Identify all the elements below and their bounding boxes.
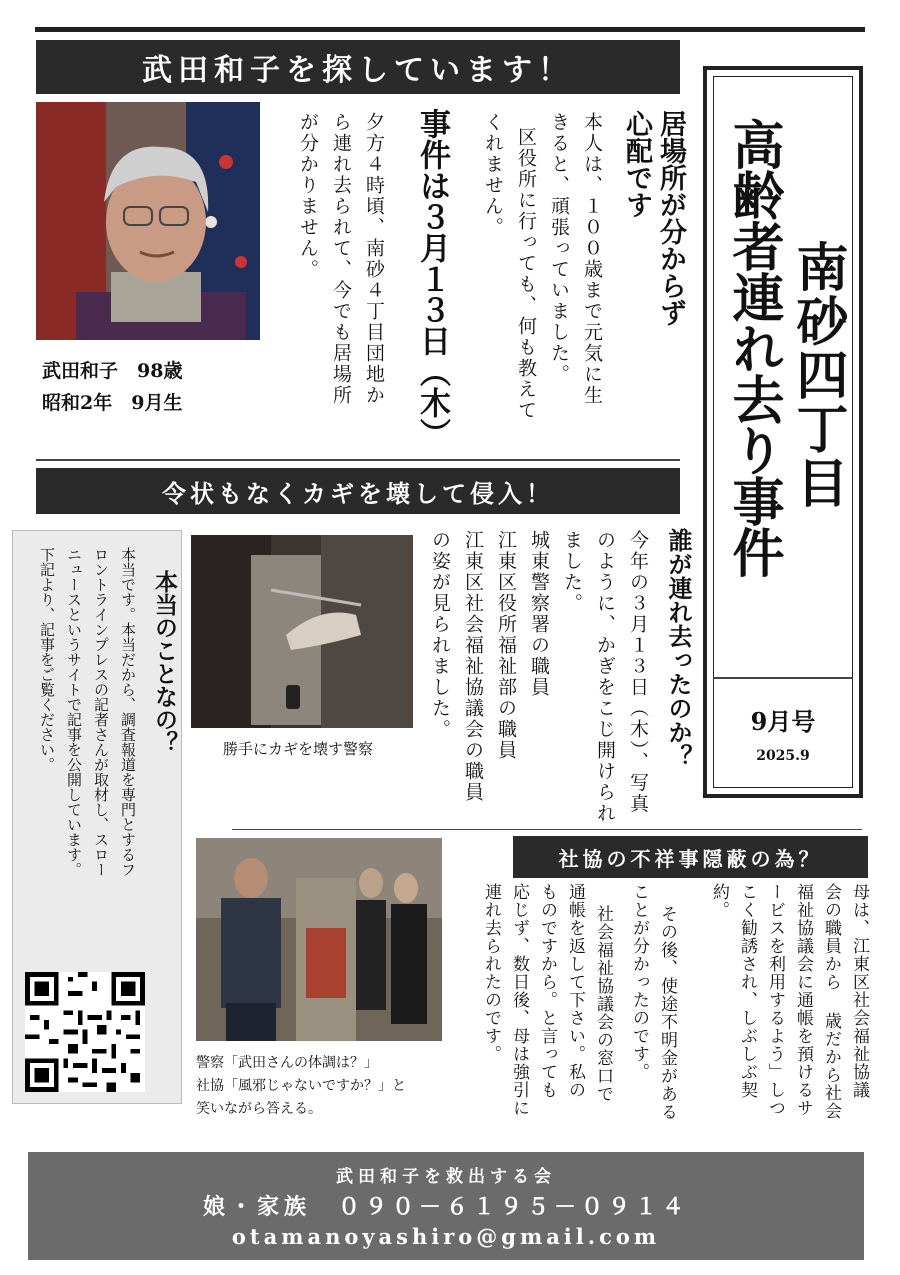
incident-body-3: が分かりません。 — [297, 112, 319, 280]
sidebar-body-3: ニュースというサイトで記事を公開しています。 — [65, 547, 83, 877]
story2-body-4: 城東警察署の職員 — [528, 530, 550, 698]
story3-body-10: 通帳を返して下さい。私の — [565, 883, 585, 1099]
masthead-divider — [713, 677, 853, 679]
portrait-photo — [36, 102, 260, 340]
person-name-age: 武田和子 98歳 — [42, 360, 183, 382]
section2-top-rule — [36, 459, 680, 461]
story1-heading-a: 居場所が分からず — [655, 110, 686, 326]
story2-body-1: 今年の３月１３日（木）、写真 — [627, 530, 649, 815]
story1-body-3: 区役所に行っても、何も教えて — [515, 127, 537, 421]
masthead-date: 2025.9 — [756, 748, 810, 764]
police-caption-1: 警察「武田さんの体調は？」 — [196, 1055, 378, 1071]
story3-body-6: 約。 — [709, 883, 729, 919]
sidebar-body-1: 本当です。本当だから、調査報道を専門とするフ — [119, 547, 137, 877]
main-header-text: 武田和子を探しています！ — [142, 53, 574, 88]
story3-body-13: 連れ去られたのです。 — [481, 883, 501, 1063]
story3-body-9: 社会福祉協議会の窓口で — [593, 905, 613, 1103]
story3-body-1: 母は、江東区社会福祉協議 — [849, 883, 869, 1099]
masthead-issue: 9月号 — [750, 707, 816, 736]
footer-phone[interactable]: 娘・家族 ０９０－６１９５－０９１４ — [202, 1194, 689, 1220]
incident-body-2: ら連れ去られて、今でも居場所 — [330, 112, 352, 406]
story3-body-11: ものですから。と言っても — [537, 883, 557, 1099]
story1-heading-b: 心配です — [621, 110, 652, 218]
story2-body-5: 江東区役所福祉部の職員 — [495, 530, 517, 761]
masthead-title-line2: 高齢者連れ去り事件 — [723, 118, 784, 577]
section2-header — [36, 468, 680, 514]
story3-body-2: 会の職員から 歳だから社会 — [821, 883, 841, 1120]
main-header — [36, 40, 680, 94]
story3-body-3: 福祉協議会に通帳を預けるサ — [793, 883, 813, 1117]
police-caption-2: 社協「風邪じゃないですか？」と — [196, 1078, 406, 1094]
police-caption-3: 笑いながら答える。 — [196, 1101, 322, 1117]
story3-body-7: その後、使途不明金がある — [657, 905, 677, 1121]
lock-photo — [191, 535, 413, 728]
sidebar-body-4: 下記より、記事をご覧ください。 — [38, 547, 56, 772]
sidebar-body-2: ロントラインプレスの記者さんが取材し、スロー — [92, 547, 110, 877]
story2-body-6: 江東区社会福祉協議会の職員 — [462, 530, 484, 803]
story2-heading: 誰が連れ去ったのか？ — [664, 528, 693, 768]
person-birth: 昭和2年 9月生 — [42, 392, 183, 414]
section3-header — [513, 836, 868, 878]
story3-body-8: ことが分かったのです。 — [629, 883, 649, 1081]
story3-body-5: こく勧誘され、しぶしぶ契 — [737, 883, 757, 1099]
incident-body-1: 夕方４時頃、南砂４丁目団地か — [363, 112, 385, 406]
story1-body-1: 本人は、１００歳まで元気に生 — [581, 112, 603, 406]
story3-body-12: 応じず、数日後、母は強引に — [509, 883, 529, 1117]
story1-body-2: きると、頑張っていました。 — [548, 112, 570, 385]
qr-code[interactable] — [25, 972, 145, 1092]
footer-box — [28, 1152, 864, 1260]
sidebar-heading: 本当のことなの？ — [151, 570, 178, 754]
story3-body-4: ービスを利用するよう」しつ — [765, 883, 785, 1117]
section2-header-text: 令状もなくカギを壊して侵入！ — [162, 478, 554, 508]
footer-org: 武田和子を救出する会 — [336, 1167, 556, 1187]
footer-email[interactable]: otamanoyashiro@gmail.com — [231, 1224, 661, 1249]
masthead-title-line1: 南砂四丁目 — [787, 240, 848, 510]
lock-photo-caption: 勝手にカギを壊す警察 — [223, 740, 374, 758]
top-rule — [35, 27, 865, 32]
section3-top-rule — [232, 829, 862, 830]
story2-body-3: ました。 — [561, 530, 583, 614]
police-photo — [196, 838, 442, 1041]
story2-body-2: のように、かぎをこじ開けられ — [594, 530, 616, 824]
incident-heading: 事件は３月１３日（木） — [414, 108, 450, 449]
story1-body-4: くれません。 — [482, 112, 504, 238]
story2-body-7: の姿が見られました。 — [429, 530, 451, 740]
section3-header-text: 社協の不祥事隠蔽の為？ — [558, 846, 823, 871]
